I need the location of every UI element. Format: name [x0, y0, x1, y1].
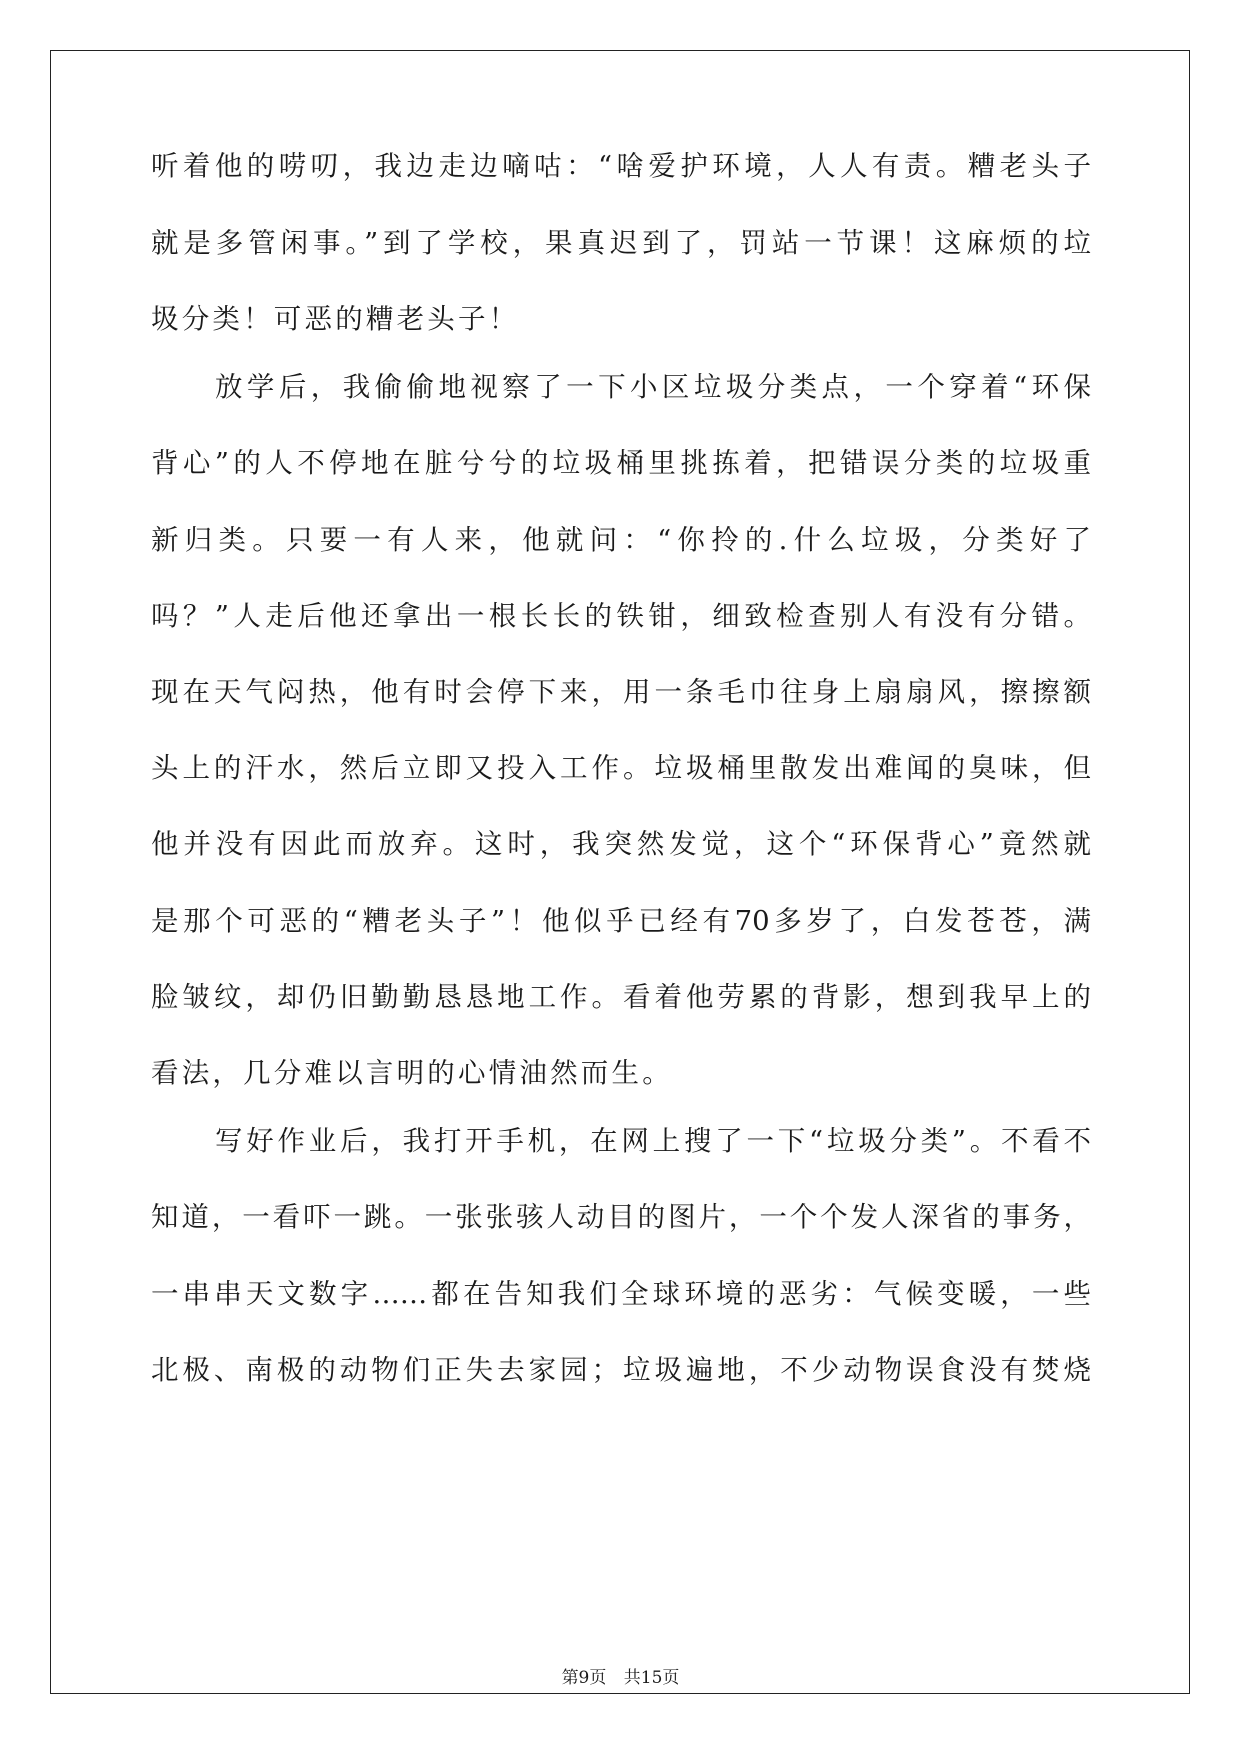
page-total: 共15页 [623, 1668, 680, 1688]
text-line: 吗？”人走后他还拿出一根长长的铁钳，细致检查别人有没有分错。 [151, 600, 1091, 632]
text-line: 看法，几分难以言明的心情油然而生。 [151, 1057, 673, 1089]
text-line: 背心”的人不停地在脏兮兮的垃圾桶里挑拣着，把错误分类的垃圾重 [151, 447, 1091, 479]
text-line: 听着他的唠叨，我边走边嘀咕：“啥爱护环境，人人有责。糟老头子 [151, 150, 1091, 182]
page-footer [0, 1667, 1241, 1689]
text-line: 他并没有因此而放弃。这时，我突然发觉，这个“环保背心”竟然就 [151, 828, 1091, 860]
text-line: 一串串天文数字……都在告知我们全球环境的恶劣：气候变暖，一些 [151, 1278, 1091, 1310]
text-line: 写好作业后，我打开手机，在网上搜了一下“垃圾分类”。不看不 [215, 1125, 1091, 1157]
text-line: 放学后，我偷偷地视察了一下小区垃圾分类点，一个穿着“环保 [215, 371, 1091, 403]
text-line: 是那个可恶的“糟老头子”！他似乎已经有70多岁了，白发苍苍，满 [151, 905, 1091, 937]
text-line: 知道，一看吓一跳。一张张骇人动目的图片，一个个发人深省的事务， [151, 1201, 1091, 1233]
text-line: 头上的汗水，然后立即又投入工作。垃圾桶里散发出难闻的臭味，但 [151, 752, 1091, 784]
text-line: 脸皱纹，却仍旧勤勤恳恳地工作。看着他劳累的背影，想到我早上的 [151, 981, 1091, 1013]
text-line: 新归类。只要一有人来，他就问：“你拎的.什么垃圾，分类好了 [151, 524, 1091, 556]
page-number: 第9页 [561, 1668, 607, 1688]
page-border [50, 50, 1190, 1694]
text-line: 现在天气闷热，他有时会停下来，用一条毛巾往身上扇扇风，擦擦额 [151, 676, 1091, 708]
text-line: 就是多管闲事。”到了学校，果真迟到了，罚站一节课！这麻烦的垃 [151, 227, 1091, 259]
text-line: 北极、南极的动物们正失去家园；垃圾遍地，不少动物误食没有焚烧 [151, 1354, 1091, 1386]
text-line: 圾分类！可恶的糟老头子！ [151, 303, 520, 335]
